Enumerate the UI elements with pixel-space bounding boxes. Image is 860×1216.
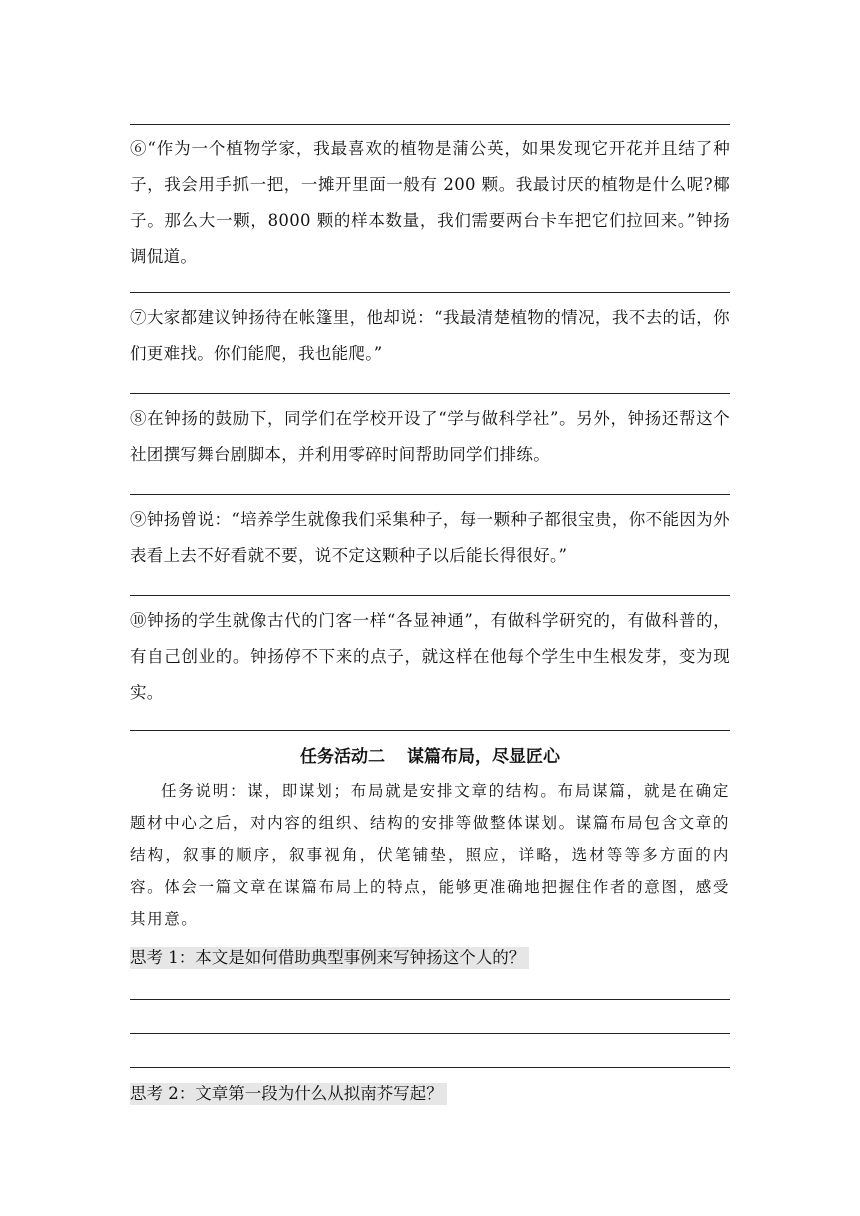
paragraph-6: ⑥“作为一个植物学家，我最喜欢的植物是蒲公英，如果发现它开花并且结了种子，我会用手抓一把，一摊开里面一般有 200 颗。我最讨厌的植物是什么呢?椰子。那么大一颗，8000 颗的样本数量，我们需要两台卡车把它们拉回来。”钟扬调侃道。 <box>130 139 730 266</box>
answer-line <box>130 124 730 125</box>
answer-line <box>130 292 730 293</box>
answer-line <box>130 494 730 495</box>
paragraph-9: ⑨钟扬曾说：“培养学生就像我们采集种子，每一颗种子都很宝贵，你不能因为外表看上去不好看就不要，说不定这颗种子以后能长得很好。” <box>130 510 730 565</box>
paragraph-7: ⑦大家都建议钟扬待在帐篷里，他却说：“我最清楚植物的情况，我不去的话，你们更难找。你们能爬，我也能爬。” <box>130 308 730 363</box>
answer-line <box>130 393 730 394</box>
answer-line <box>130 1067 730 1068</box>
task-title <box>130 744 730 770</box>
question-2: 思考 2：文章第一段为什么从拟南芥写起？ <box>130 1083 447 1105</box>
answer-line <box>130 595 730 596</box>
answer-line <box>130 730 730 731</box>
task-title-label: 任务活动二 <box>300 747 385 767</box>
answer-line <box>130 999 730 1000</box>
answer-line <box>130 1033 730 1034</box>
task-description: 任务说明：谋，即谋划；布局就是安排文章的结构。布局谋篇，就是在确定题材中心之后，对内容的组织、结构的安排等做整体谋划。谋篇布局包含文章的结构，叙事的顺序，叙事视角，伏笔铺垫，照应，详略，选材等等多方面的内容。体会一篇文章在谋篇布局上的特点，能够更准确地把握住作者的意图，感受其用意。 <box>130 782 730 928</box>
paragraph-10: ⑩钟扬的学生就像古代的门客一样“各显神通”，有做科学研究的，有做科普的，有自己创业的。钟扬停不下来的点子，就这样在他每个学生中生根发芽，变为现实。 <box>130 611 730 702</box>
question-1: 思考 1：本文是如何借助典型事例来写钟扬这个人的？ <box>130 947 529 969</box>
paragraph-8: ⑧在钟扬的鼓励下，同学们在学校开设了“学与做科学社”。另外，钟扬还帮这个社团撰写舞台剧脚本，并利用零碎时间帮助同学们排练。 <box>130 409 730 464</box>
task-title-theme: 谋篇布局，尽显匠心 <box>407 747 560 767</box>
